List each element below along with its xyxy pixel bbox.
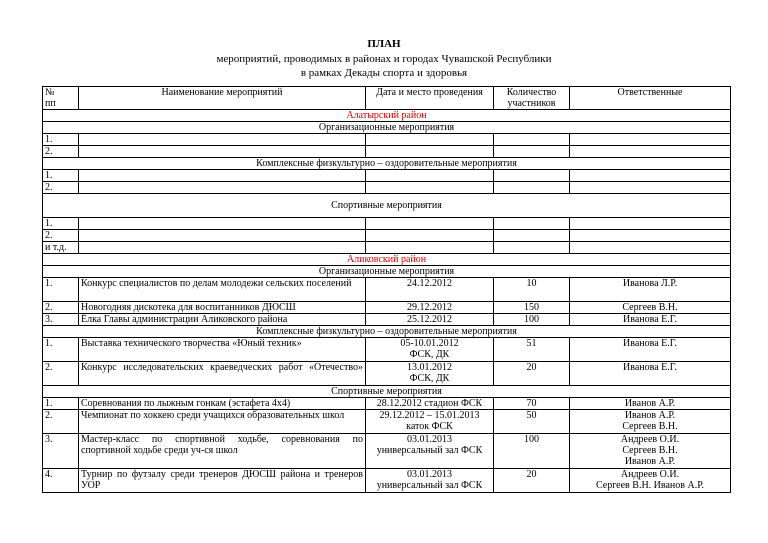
district-title: Алатырский район [43, 110, 731, 122]
table-row: и т.д. [43, 242, 731, 254]
table-row: 3. Ёлка Главы администрации Аликовского района 25.12.2012 100 Иванова Е.Г. [43, 314, 731, 326]
table-row: 2. Чемпионат по хоккею среди учащихся образовательных школ 29.12.2012 – 15.01.2013 каток ФСК 50 Иванов А.Р. Сергеев В.Н. [43, 410, 731, 434]
doc-subtitle-line1: мероприятий, проводимых в районах и городах Чувашской Республики [216, 53, 552, 65]
section-title: Организационные мероприятия [43, 266, 731, 278]
section-title: Спортивные мероприятия [43, 194, 731, 218]
doc-title: ПЛАН [367, 38, 401, 50]
section-title: Комплексные физкультурно – оздоровительные мероприятия [43, 326, 731, 338]
table-row: 1. [43, 134, 731, 146]
table-row: 2. [43, 230, 731, 242]
table-row: 4. Турнир по футзалу среди тренеров ДЮСШ района и тренеров УОР 03.01.2013 универсальный зал ФСК 20 Андреев О.И. Сергеев В.Н. Иванов А.Р. [43, 469, 731, 493]
table-row: 1. Выставка технического творчества «Юный техник» 05-10.01.2012 ФСК, ДК 51 Иванова Е.Г. [43, 338, 731, 362]
table-row: 3. Мастер-класс по спортивной ходьбе, соревнования по спортивной ходьбе среди уч-ся школ 03.01.2013 универсальный зал ФСК 100 Андреев О.И. Сергеев В.Н. Иванов А.Р. [43, 434, 731, 469]
table-row: 2. [43, 182, 731, 194]
table-row: 2. Конкурс исследовательских краеведческих работ «Отечество» 13.01.2012 ФСК, ДК 20 Иванова Е.Г. [43, 362, 731, 386]
col-header-name: Наименование мероприятий [79, 87, 366, 110]
col-header-responsible: Ответственные [570, 87, 731, 110]
table-header-row [43, 87, 731, 110]
section-title: Комплексные физкультурно – оздоровительные мероприятия [43, 158, 731, 170]
section-title: Спортивные мероприятия [43, 386, 731, 398]
district-title: Аликовский район [43, 254, 731, 266]
col-header-date: Дата и место проведения [366, 87, 494, 110]
table-row: 2. Новогодняя дискотека для воспитанников ДЮСШ 29.12.2012 150 Сергеев В.Н. [43, 302, 731, 314]
events-table [42, 86, 731, 493]
table-row: 1. Соревнования по лыжным гонкам (эстафета 4х4) 28.12.2012 стадион ФСК 70 Иванов А.Р. [43, 398, 731, 410]
col-header-count: Количество участников [494, 87, 570, 110]
table-row: 1. [43, 170, 731, 182]
table-row: 1. [43, 218, 731, 230]
table-row: 1. Конкурс специалистов по делам молодежи сельских поселений 24.12.2012 10 Иванова Л.Р. [43, 278, 731, 302]
section-title: Организационные мероприятия [43, 122, 731, 134]
table-row: 2. [43, 146, 731, 158]
doc-subtitle-line2: в рамках Декады спорта и здоровья [300, 67, 468, 79]
col-header-number: № пп [43, 87, 79, 110]
